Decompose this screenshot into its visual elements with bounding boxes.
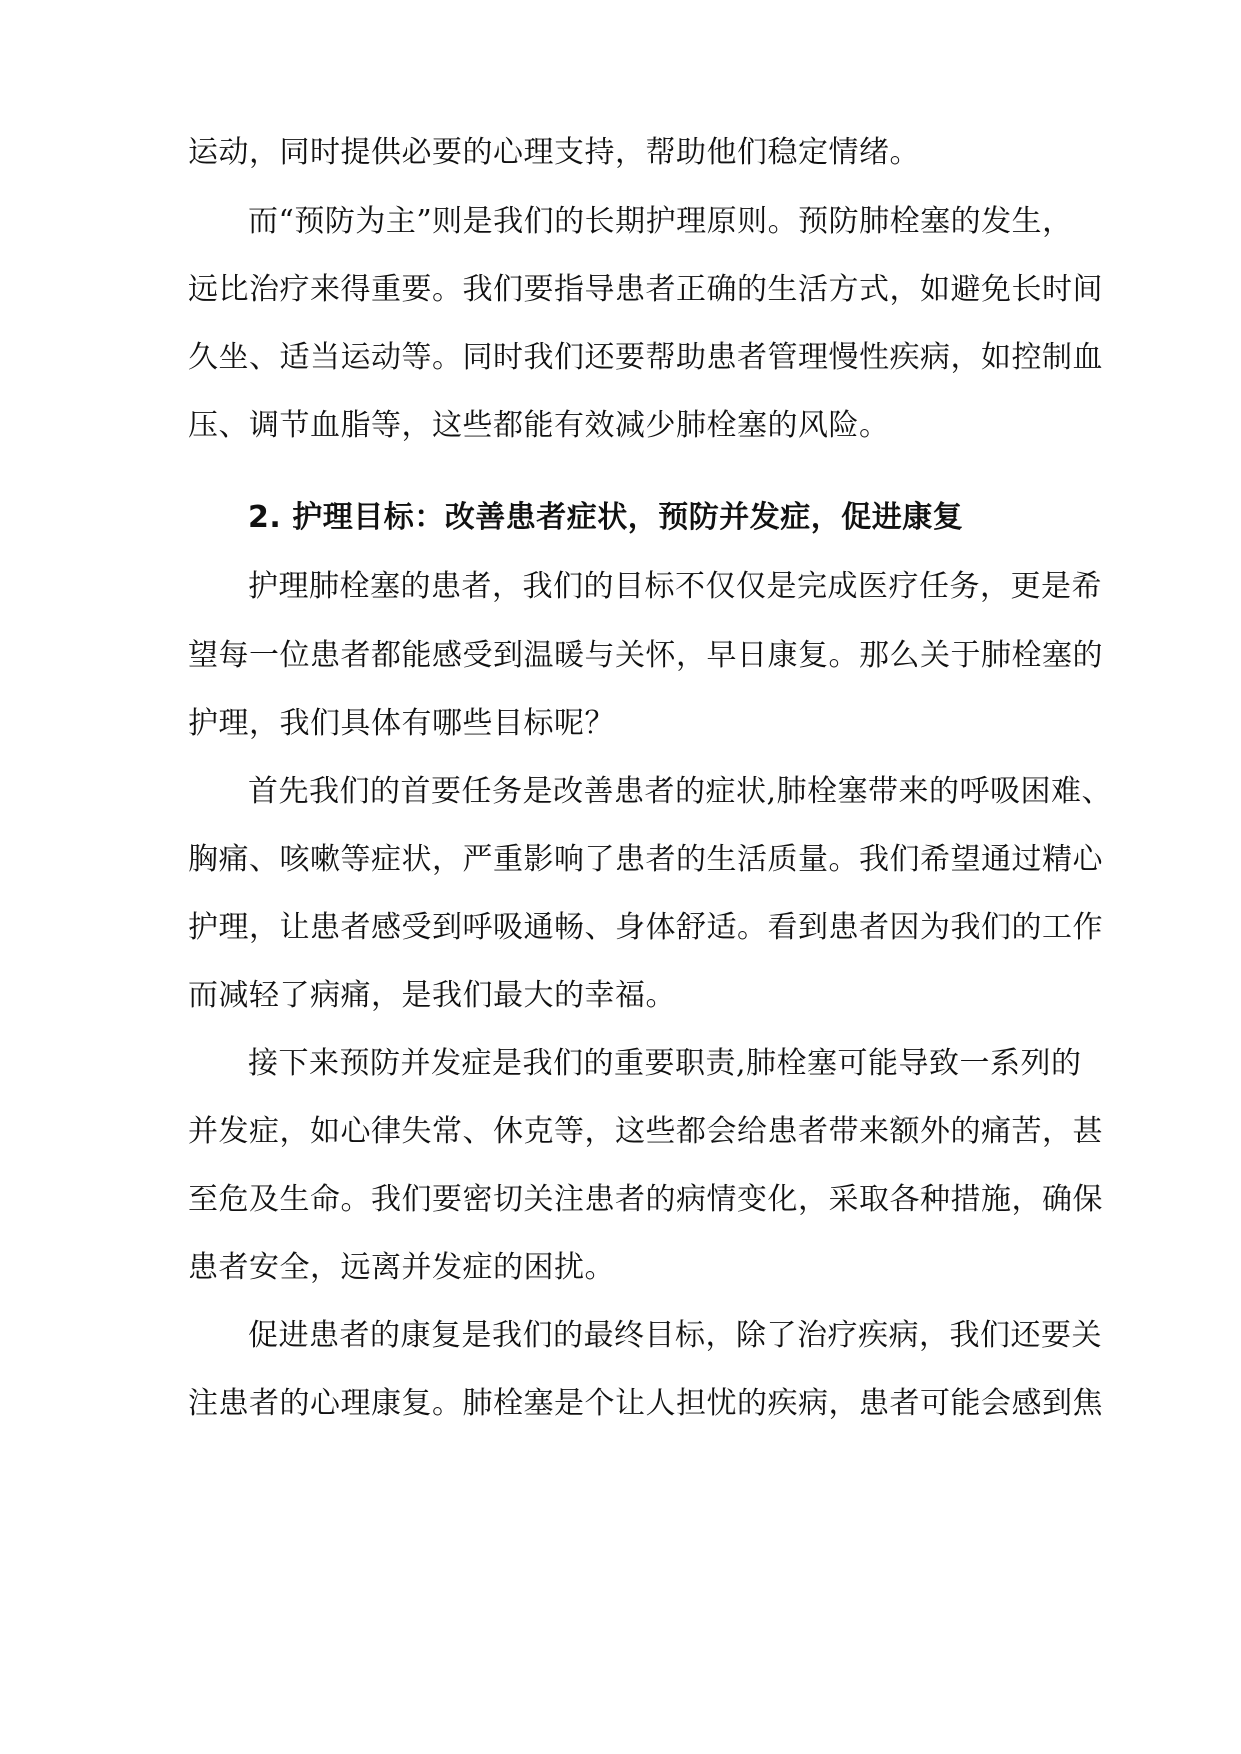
paragraph-line: 首先我们的首要任务是改善患者的症状,肺栓塞带来的呼吸困难、 <box>248 774 1113 809</box>
paragraph-line: 胸痛、咳嗽等症状，严重影响了患者的生活质量。我们希望通过精心 <box>188 842 1103 877</box>
paragraph-line: 注患者的心理康复。肺栓塞是个让人担忧的疾病，患者可能会感到焦 <box>188 1386 1103 1421</box>
paragraph-line: 促进患者的康复是我们的最终目标，除了治疗疾病，我们还要关 <box>248 1318 1102 1353</box>
paragraph-line: 并发症，如心律失常、休克等，这些都会给患者带来额外的痛苦，甚 <box>188 1114 1103 1149</box>
paragraph-line: 接下来预防并发症是我们的重要职责,肺栓塞可能导致一系列的 <box>248 1046 1082 1081</box>
section-heading: 2. 护理目标：改善患者症状，预防并发症，促进康复 <box>248 500 964 535</box>
paragraph-line: 望每一位患者都能感受到温暖与关怀，早日康复。那么关于肺栓塞的 <box>188 638 1103 673</box>
paragraph-line: 压、调节血脂等，这些都能有效减少肺栓塞的风险。 <box>188 408 890 443</box>
paragraph-line: 而“预防为主”则是我们的长期护理原则。预防肺栓塞的发生， <box>248 204 1073 239</box>
paragraph-line: 至危及生命。我们要密切关注患者的病情变化，采取各种措施，确保 <box>188 1182 1103 1217</box>
paragraph-line: 久坐、适当运动等。同时我们还要帮助患者管理慢性疾病，如控制血 <box>188 340 1103 375</box>
paragraph-line: 护理，我们具体有哪些目标呢？ <box>188 706 615 741</box>
paragraph-line: 远比治疗来得重要。我们要指导患者正确的生活方式，如避免长时间 <box>188 272 1103 307</box>
paragraph-line: 而减轻了病痛，是我们最大的幸福。 <box>188 978 676 1013</box>
paragraph-line: 运动，同时提供必要的心理支持，帮助他们稳定情绪。 <box>188 135 920 170</box>
paragraph-line: 护理，让患者感受到呼吸通畅、身体舒适。看到患者因为我们的工作 <box>188 910 1103 945</box>
paragraph-line: 患者安全，远离并发症的困扰。 <box>188 1250 615 1285</box>
paragraph-line: 护理肺栓塞的患者，我们的目标不仅仅是完成医疗任务，更是希 <box>248 569 1102 604</box>
